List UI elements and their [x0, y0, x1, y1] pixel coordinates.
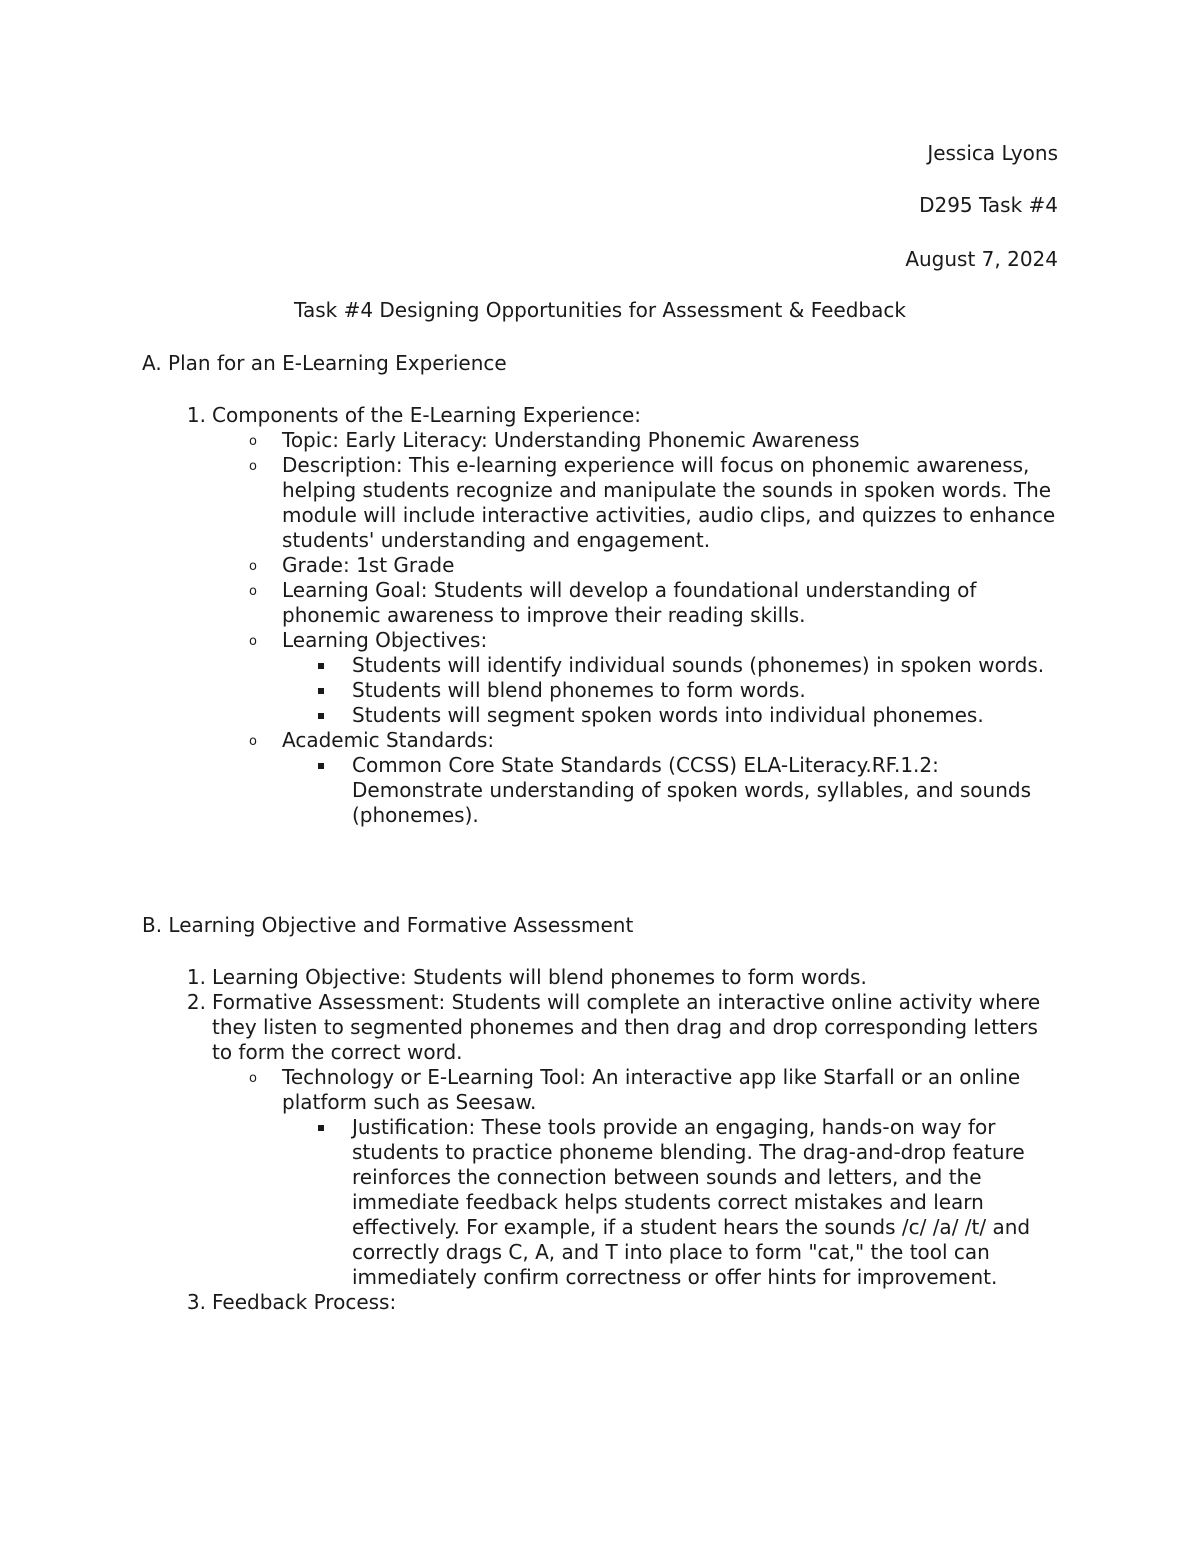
square-bullet-icon	[318, 713, 324, 719]
circle-bullet-icon: o	[249, 559, 257, 574]
circle-bullet-icon: o	[249, 634, 257, 649]
square-bullet-icon	[318, 663, 324, 669]
sub-sub-list-item	[142, 753, 1062, 828]
circle-bullet-icon: o	[249, 434, 257, 449]
sub-item-text: Topic: Early Literacy: Understanding Phonemic Awareness	[282, 428, 860, 452]
circle-bullet-icon: o	[249, 1071, 257, 1086]
list-item-container	[142, 1065, 1062, 1290]
sub-list-item	[142, 628, 1062, 653]
section-a-list	[142, 403, 1062, 828]
list-item	[142, 965, 1062, 990]
sub-list	[142, 1065, 1062, 1290]
course-task: D295 Task #4	[919, 193, 1058, 217]
sub-sub-item-text: Students will blend phonemes to form words.	[352, 678, 806, 702]
sub-list	[142, 428, 1062, 828]
sub-item-text: Grade: 1st Grade	[282, 553, 455, 577]
list-item-text: Feedback Process:	[212, 1290, 397, 1314]
list-item	[142, 1290, 1062, 1315]
square-bullet-icon	[318, 763, 324, 769]
sub-item-text: Technology or E-Learning Tool: An interactive app like Starfall or an online platform such as Seesaw.	[282, 1065, 1021, 1114]
square-bullet-icon	[318, 1125, 324, 1131]
author-name: Jessica Lyons	[927, 141, 1058, 165]
sub-sub-item-text: Justification: These tools provide an engaging, hands-on way for students to practice phoneme blending. The drag-and-drop feature reinforces the connection between sounds and letters, and the immediate feedback helps students correct mistakes and learn effectively. For example, if a student hears the sounds /c/ /a/ /t/ and correctly drags C, A, and T into place to form "cat," the tool can immediately confirm correctness or offer hints for improvement.	[352, 1115, 1031, 1289]
sub-sub-list-item	[142, 678, 1062, 703]
document-date: August 7, 2024	[905, 247, 1058, 271]
square-bullet-icon	[318, 688, 324, 694]
section-b-list	[142, 965, 1062, 1315]
sub-item-text: Description: This e-learning experience will focus on phonemic awareness, helping students recognize and manipulate the sounds in spoken words. The module will include interactive activities, audio clips, and quizzes to enhance students' understanding and engagement.	[282, 453, 1056, 552]
list-item-container	[142, 428, 1062, 828]
sub-list-item	[142, 578, 1062, 628]
sub-sub-list-item	[142, 703, 1062, 728]
section-b-heading: B. Learning Objective and Formative Assessment	[142, 913, 634, 937]
sub-list-item	[142, 453, 1062, 553]
sub-list-item	[142, 728, 1062, 753]
sub-item-text: Learning Objectives:	[282, 628, 488, 652]
sub-list-item	[142, 428, 1062, 453]
sub-list-item	[142, 553, 1062, 578]
sub-sub-item-text: Students will segment spoken words into individual phonemes.	[352, 703, 984, 727]
document-title: Task #4 Designing Opportunities for Assessment & Feedback	[294, 298, 906, 322]
list-item	[142, 990, 1062, 1065]
list-item	[142, 403, 1062, 428]
sub-item-text: Academic Standards:	[282, 728, 495, 752]
sub-sub-item-text: Common Core State Standards (CCSS) ELA-Literacy.RF.1.2: Demonstrate understanding of spoken words, syllables, and sounds (phonemes).	[352, 753, 1032, 827]
list-item-text: Formative Assessment: Students will complete an interactive online activity where they listen to segmented phonemes and then drag and drop corresponding letters to form the correct word.	[212, 990, 1041, 1064]
sub-sub-list-item	[142, 1115, 1062, 1290]
list-item-text: Components of the E-Learning Experience:	[212, 403, 642, 427]
sub-item-text: Learning Goal: Students will develop a foundational understanding of phonemic awareness to improve their reading skills.	[282, 578, 977, 627]
list-number: 1.	[186, 965, 206, 989]
section-a-heading: A. Plan for an E-Learning Experience	[142, 351, 507, 375]
list-number: 2.	[186, 990, 206, 1014]
circle-bullet-icon: o	[249, 459, 257, 474]
sub-sub-list-item	[142, 653, 1062, 678]
list-number: 3.	[186, 1290, 206, 1314]
circle-bullet-icon: o	[249, 734, 257, 749]
circle-bullet-icon: o	[249, 584, 257, 599]
sub-list-item	[142, 1065, 1062, 1115]
sub-sub-item-text: Students will identify individual sounds (phonemes) in spoken words.	[352, 653, 1045, 677]
list-item-text: Learning Objective: Students will blend phonemes to form words.	[212, 965, 867, 989]
list-number: 1.	[186, 403, 206, 427]
